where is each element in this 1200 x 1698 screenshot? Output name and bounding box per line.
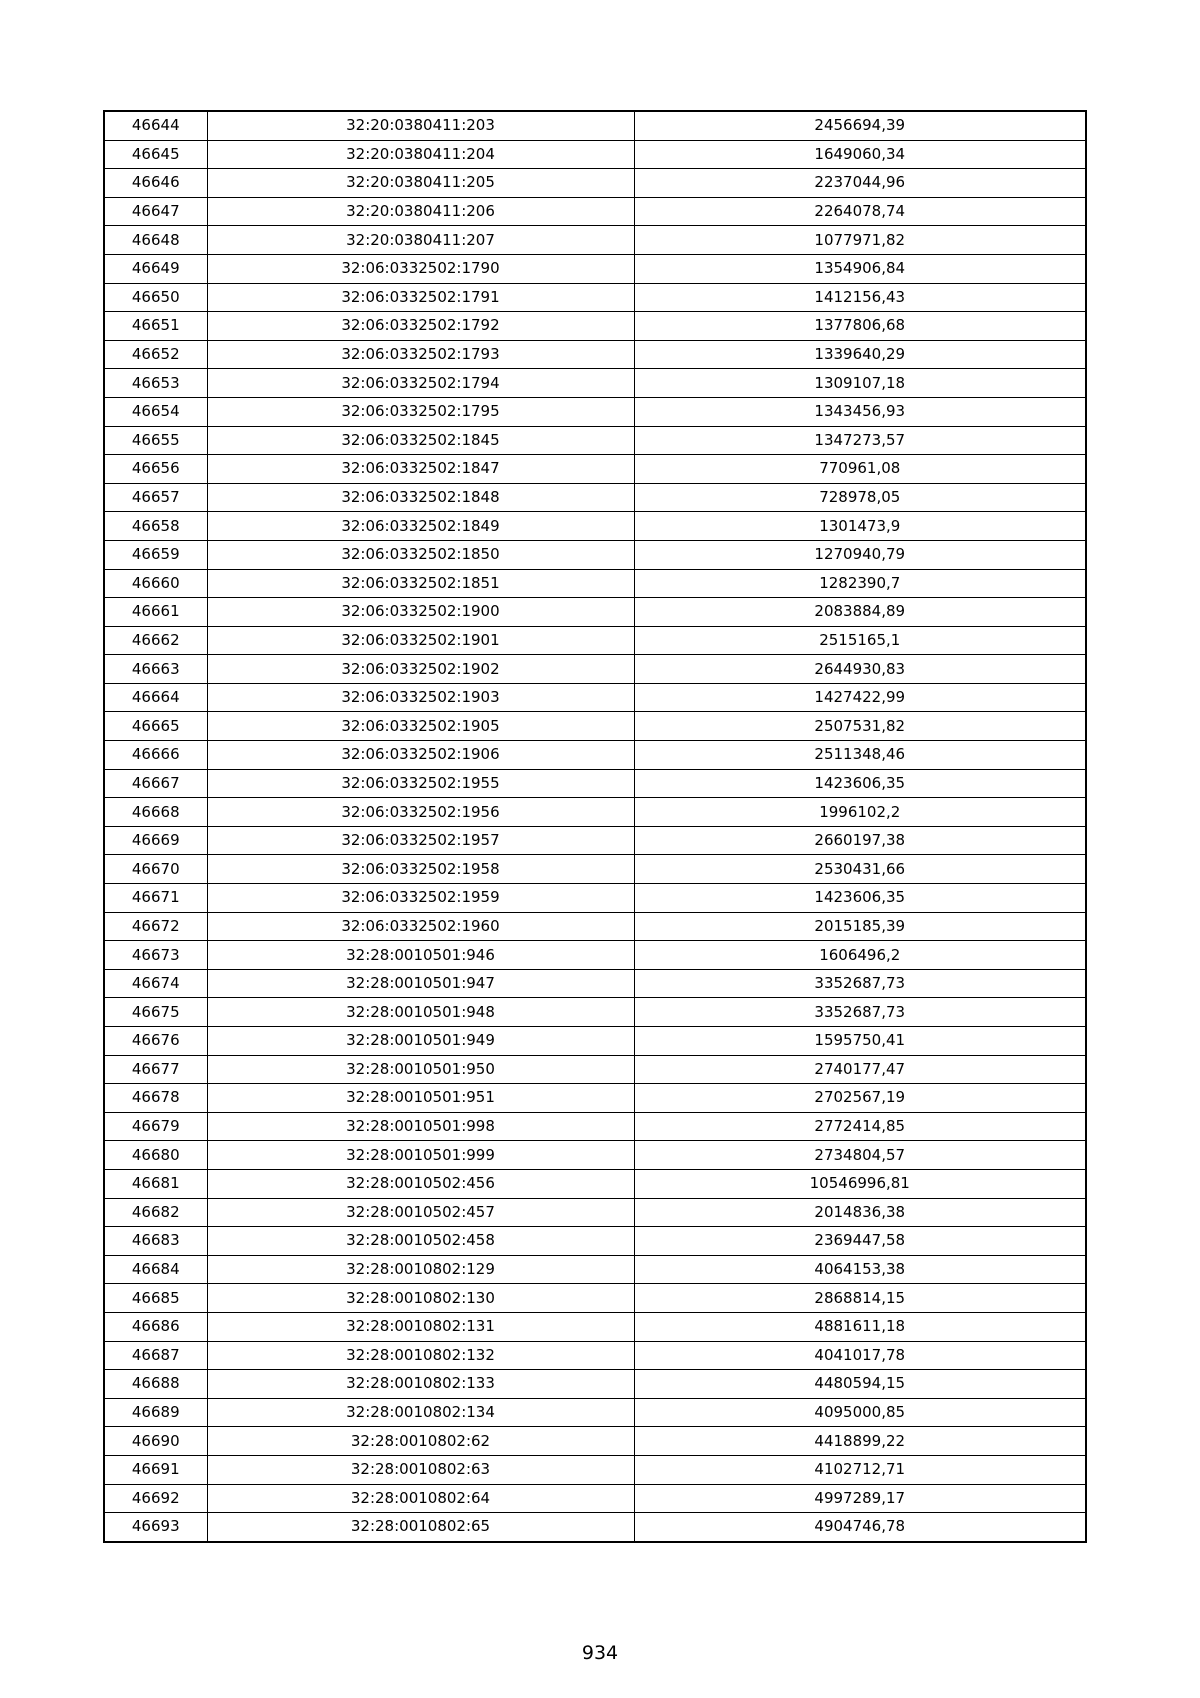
table-row [104, 197, 1086, 226]
row-number-cell: 46656 [104, 455, 207, 484]
row-number-cell: 46663 [104, 655, 207, 684]
cadastral-number-cell: 32:06:0332502:1900 [207, 598, 634, 627]
value-cell: 4881611,18 [634, 1312, 1086, 1341]
row-number-cell: 46646 [104, 169, 207, 198]
cadastral-number-cell: 32:28:0010501:946 [207, 941, 634, 970]
cadastral-number-cell: 32:28:0010501:948 [207, 998, 634, 1027]
table-row [104, 569, 1086, 598]
table-row [104, 941, 1086, 970]
value-cell: 2702567,19 [634, 1084, 1086, 1113]
cadastral-number-cell: 32:28:0010501:951 [207, 1084, 634, 1113]
table-row [104, 1427, 1086, 1456]
cadastral-number-cell: 32:20:0380411:203 [207, 111, 634, 140]
cadastral-number-cell: 32:06:0332502:1795 [207, 397, 634, 426]
row-number-cell: 46676 [104, 1027, 207, 1056]
value-cell: 728978,05 [634, 483, 1086, 512]
cadastral-number-cell: 32:06:0332502:1903 [207, 683, 634, 712]
value-cell: 1649060,34 [634, 140, 1086, 169]
table-row [104, 1112, 1086, 1141]
value-cell: 2734804,57 [634, 1141, 1086, 1170]
table-row [104, 1055, 1086, 1084]
table-row [104, 769, 1086, 798]
cadastral-number-cell: 32:20:0380411:205 [207, 169, 634, 198]
row-number-cell: 46677 [104, 1055, 207, 1084]
value-cell: 2644930,83 [634, 655, 1086, 684]
value-cell: 2014836,38 [634, 1198, 1086, 1227]
value-cell: 10546996,81 [634, 1169, 1086, 1198]
table-row [104, 655, 1086, 684]
table-row [104, 626, 1086, 655]
row-number-cell: 46692 [104, 1484, 207, 1513]
row-number-cell: 46668 [104, 798, 207, 827]
row-number-cell: 46659 [104, 540, 207, 569]
row-number-cell: 46665 [104, 712, 207, 741]
row-number-cell: 46649 [104, 254, 207, 283]
cadastral-number-cell: 32:28:0010802:130 [207, 1284, 634, 1313]
cadastral-number-cell: 32:06:0332502:1956 [207, 798, 634, 827]
row-number-cell: 46679 [104, 1112, 207, 1141]
value-cell: 2015185,39 [634, 912, 1086, 941]
table-row [104, 1084, 1086, 1113]
page-number: 934 [581, 1642, 619, 1664]
table-row [104, 969, 1086, 998]
row-number-cell: 46653 [104, 369, 207, 398]
table-row [104, 540, 1086, 569]
cadastral-number-cell: 32:28:0010802:63 [207, 1455, 634, 1484]
row-number-cell: 46674 [104, 969, 207, 998]
row-number-cell: 46671 [104, 884, 207, 913]
cadastral-number-cell: 32:28:0010802:64 [207, 1484, 634, 1513]
value-cell: 4480594,15 [634, 1370, 1086, 1399]
value-cell: 2083884,89 [634, 598, 1086, 627]
value-cell: 4997289,17 [634, 1484, 1086, 1513]
value-cell: 4102712,71 [634, 1455, 1086, 1484]
cadastral-number-cell: 32:28:0010501:998 [207, 1112, 634, 1141]
row-number-cell: 46658 [104, 512, 207, 541]
table-row [104, 741, 1086, 770]
cadastral-number-cell: 32:06:0332502:1790 [207, 254, 634, 283]
cadastral-number-cell: 32:06:0332502:1849 [207, 512, 634, 541]
value-cell: 1339640,29 [634, 340, 1086, 369]
table-row [104, 1484, 1086, 1513]
value-cell: 4904746,78 [634, 1513, 1086, 1542]
cadastral-number-cell: 32:06:0332502:1793 [207, 340, 634, 369]
value-cell: 1427422,99 [634, 683, 1086, 712]
value-cell: 2515165,1 [634, 626, 1086, 655]
cadastral-number-cell: 32:06:0332502:1955 [207, 769, 634, 798]
value-cell: 3352687,73 [634, 969, 1086, 998]
table-row [104, 1169, 1086, 1198]
cadastral-number-cell: 32:06:0332502:1906 [207, 741, 634, 770]
row-number-cell: 46645 [104, 140, 207, 169]
value-cell: 1595750,41 [634, 1027, 1086, 1056]
table-row [104, 826, 1086, 855]
table-row [104, 369, 1086, 398]
table-row [104, 998, 1086, 1027]
row-number-cell: 46672 [104, 912, 207, 941]
value-cell: 2868814,15 [634, 1284, 1086, 1313]
value-cell: 1996102,2 [634, 798, 1086, 827]
table-row [104, 912, 1086, 941]
table-row [104, 1513, 1086, 1542]
row-number-cell: 46688 [104, 1370, 207, 1399]
table-row [104, 1227, 1086, 1256]
row-number-cell: 46660 [104, 569, 207, 598]
row-number-cell: 46685 [104, 1284, 207, 1313]
table-row [104, 1455, 1086, 1484]
cadastral-number-cell: 32:28:0010802:65 [207, 1513, 634, 1542]
row-number-cell: 46652 [104, 340, 207, 369]
data-table [103, 110, 1087, 1543]
cadastral-number-cell: 32:20:0380411:206 [207, 197, 634, 226]
table-row [104, 1255, 1086, 1284]
cadastral-number-cell: 32:06:0332502:1847 [207, 455, 634, 484]
value-cell: 1077971,82 [634, 226, 1086, 255]
value-cell: 1301473,9 [634, 512, 1086, 541]
row-number-cell: 46675 [104, 998, 207, 1027]
cadastral-number-cell: 32:06:0332502:1845 [207, 426, 634, 455]
cadastral-number-cell: 32:06:0332502:1960 [207, 912, 634, 941]
row-number-cell: 46661 [104, 598, 207, 627]
row-number-cell: 46678 [104, 1084, 207, 1113]
table-row [104, 1312, 1086, 1341]
cadastral-number-cell: 32:28:0010501:947 [207, 969, 634, 998]
value-cell: 1354906,84 [634, 254, 1086, 283]
row-number-cell: 46654 [104, 397, 207, 426]
row-number-cell: 46651 [104, 312, 207, 341]
row-number-cell: 46670 [104, 855, 207, 884]
row-number-cell: 46687 [104, 1341, 207, 1370]
table-row [104, 226, 1086, 255]
value-cell: 2456694,39 [634, 111, 1086, 140]
cadastral-number-cell: 32:28:0010802:132 [207, 1341, 634, 1370]
row-number-cell: 46669 [104, 826, 207, 855]
value-cell: 2264078,74 [634, 197, 1086, 226]
table-row [104, 1398, 1086, 1427]
row-number-cell: 46686 [104, 1312, 207, 1341]
table-row [104, 683, 1086, 712]
table-row [104, 169, 1086, 198]
value-cell: 1309107,18 [634, 369, 1086, 398]
value-cell: 4095000,85 [634, 1398, 1086, 1427]
table-row [104, 598, 1086, 627]
table-row [104, 1284, 1086, 1313]
cadastral-number-cell: 32:20:0380411:207 [207, 226, 634, 255]
value-cell: 2507531,82 [634, 712, 1086, 741]
value-cell: 4418899,22 [634, 1427, 1086, 1456]
cadastral-number-cell: 32:06:0332502:1850 [207, 540, 634, 569]
table-row [104, 712, 1086, 741]
table-row [104, 1141, 1086, 1170]
value-cell: 770961,08 [634, 455, 1086, 484]
value-cell: 2660197,38 [634, 826, 1086, 855]
value-cell: 1282390,7 [634, 569, 1086, 598]
table-row [104, 1341, 1086, 1370]
row-number-cell: 46681 [104, 1169, 207, 1198]
value-cell: 3352687,73 [634, 998, 1086, 1027]
value-cell: 2511348,46 [634, 741, 1086, 770]
cadastral-number-cell: 32:06:0332502:1902 [207, 655, 634, 684]
value-cell: 1423606,35 [634, 769, 1086, 798]
row-number-cell: 46650 [104, 283, 207, 312]
value-cell: 1412156,43 [634, 283, 1086, 312]
row-number-cell: 46691 [104, 1455, 207, 1484]
table-row [104, 312, 1086, 341]
cadastral-number-cell: 32:28:0010802:133 [207, 1370, 634, 1399]
cadastral-number-cell: 32:20:0380411:204 [207, 140, 634, 169]
row-number-cell: 46682 [104, 1198, 207, 1227]
cadastral-number-cell: 32:28:0010501:999 [207, 1141, 634, 1170]
value-cell: 1347273,57 [634, 426, 1086, 455]
value-cell: 4041017,78 [634, 1341, 1086, 1370]
value-cell: 2369447,58 [634, 1227, 1086, 1256]
cadastral-number-cell: 32:28:0010802:131 [207, 1312, 634, 1341]
value-cell: 4064153,38 [634, 1255, 1086, 1284]
cadastral-number-cell: 32:28:0010502:457 [207, 1198, 634, 1227]
row-number-cell: 46673 [104, 941, 207, 970]
row-number-cell: 46689 [104, 1398, 207, 1427]
value-cell: 1377806,68 [634, 312, 1086, 341]
cadastral-number-cell: 32:28:0010802:129 [207, 1255, 634, 1284]
row-number-cell: 46657 [104, 483, 207, 512]
row-number-cell: 46693 [104, 1513, 207, 1542]
cadastral-number-cell: 32:28:0010802:134 [207, 1398, 634, 1427]
value-cell: 1606496,2 [634, 941, 1086, 970]
cadastral-number-cell: 32:28:0010502:456 [207, 1169, 634, 1198]
table-row [104, 1027, 1086, 1056]
row-number-cell: 46664 [104, 683, 207, 712]
cadastral-number-cell: 32:28:0010501:949 [207, 1027, 634, 1056]
table-row [104, 483, 1086, 512]
row-number-cell: 46662 [104, 626, 207, 655]
table-row [104, 455, 1086, 484]
cadastral-number-cell: 32:06:0332502:1958 [207, 855, 634, 884]
table-row [104, 512, 1086, 541]
table-row [104, 397, 1086, 426]
row-number-cell: 46644 [104, 111, 207, 140]
cadastral-number-cell: 32:28:0010802:62 [207, 1427, 634, 1456]
cadastral-number-cell: 32:06:0332502:1794 [207, 369, 634, 398]
table-row [104, 1198, 1086, 1227]
row-number-cell: 46680 [104, 1141, 207, 1170]
cadastral-number-cell: 32:06:0332502:1851 [207, 569, 634, 598]
value-cell: 2740177,47 [634, 1055, 1086, 1084]
value-cell: 2772414,85 [634, 1112, 1086, 1141]
table-row [104, 254, 1086, 283]
cadastral-number-cell: 32:06:0332502:1959 [207, 884, 634, 913]
row-number-cell: 46648 [104, 226, 207, 255]
cadastral-number-cell: 32:06:0332502:1791 [207, 283, 634, 312]
table-row [104, 426, 1086, 455]
value-cell: 1270940,79 [634, 540, 1086, 569]
table-row [104, 340, 1086, 369]
row-number-cell: 46683 [104, 1227, 207, 1256]
table-row [104, 111, 1086, 140]
table-row [104, 283, 1086, 312]
cadastral-number-cell: 32:06:0332502:1792 [207, 312, 634, 341]
table-row [104, 1370, 1086, 1399]
value-cell: 2237044,96 [634, 169, 1086, 198]
table-body [104, 111, 1086, 1542]
cadastral-number-cell: 32:06:0332502:1905 [207, 712, 634, 741]
row-number-cell: 46684 [104, 1255, 207, 1284]
table-row [104, 884, 1086, 913]
table-row [104, 855, 1086, 884]
row-number-cell: 46690 [104, 1427, 207, 1456]
cadastral-number-cell: 32:06:0332502:1901 [207, 626, 634, 655]
value-cell: 2530431,66 [634, 855, 1086, 884]
cadastral-number-cell: 32:28:0010501:950 [207, 1055, 634, 1084]
row-number-cell: 46666 [104, 741, 207, 770]
table-row [104, 798, 1086, 827]
table-row [104, 140, 1086, 169]
value-cell: 1423606,35 [634, 884, 1086, 913]
cadastral-number-cell: 32:06:0332502:1957 [207, 826, 634, 855]
cadastral-number-cell: 32:28:0010502:458 [207, 1227, 634, 1256]
row-number-cell: 46647 [104, 197, 207, 226]
cadastral-number-cell: 32:06:0332502:1848 [207, 483, 634, 512]
row-number-cell: 46655 [104, 426, 207, 455]
value-cell: 1343456,93 [634, 397, 1086, 426]
row-number-cell: 46667 [104, 769, 207, 798]
